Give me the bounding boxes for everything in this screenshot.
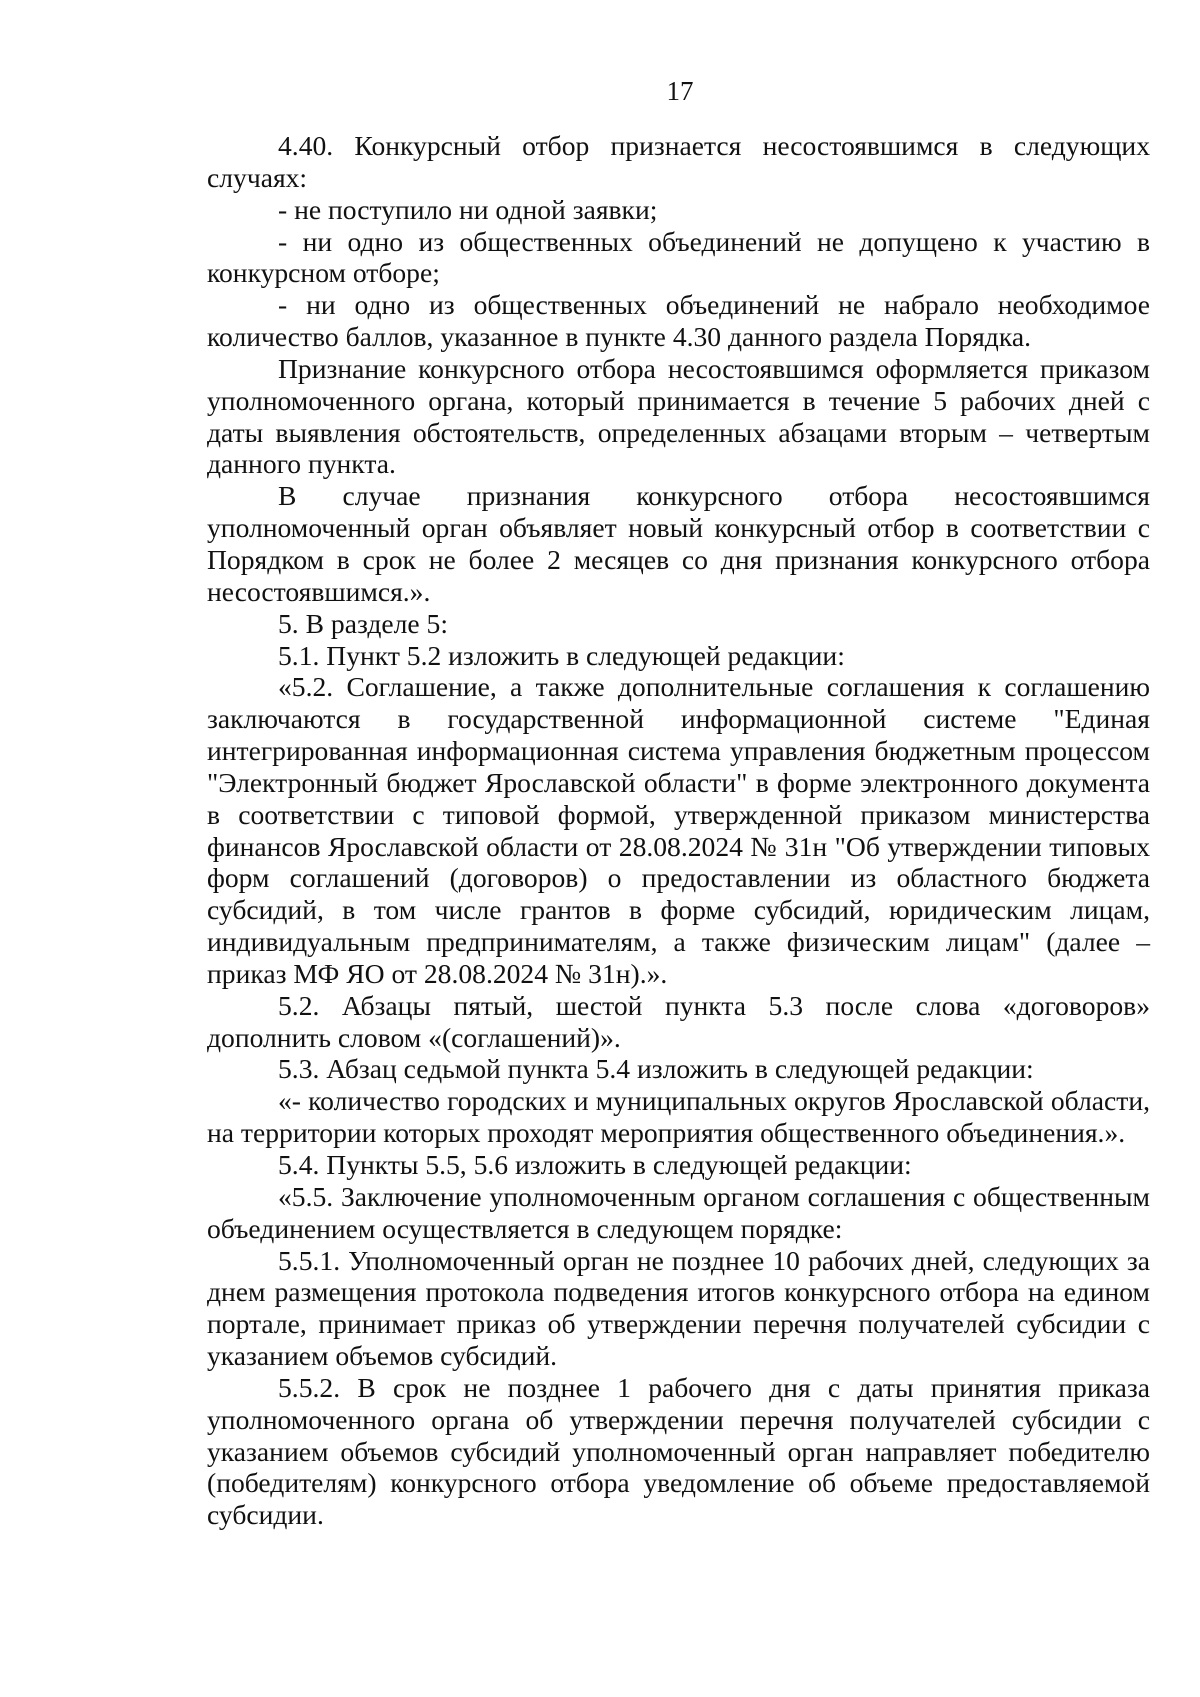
paragraph-5-5: «5.5. Заключение уполномоченным органом соглашения с общественным объединением осуществляется в следующем порядке: <box>207 1180 1150 1244</box>
paragraph-5-3-quote: «- количество городских и муниципальных округов Ярославской области, на территории которых проходят мероприятия общественного объединения.». <box>207 1085 1150 1149</box>
page-number: 17 <box>666 76 694 106</box>
paragraph-5-3: 5.3. Абзац седьмой пункта 5.4 изложить в следующей редакции: <box>278 1053 1034 1085</box>
paragraph-recognition-order: Признание конкурсного отбора несостоявшимся оформляется приказом уполномоченного органа, который принимается в течение 5 рабочих дней с даты выявления обстоятельств, определенных абзацами вторым – четвертым данного пункта. <box>207 352 1150 480</box>
paragraph-5-5-2: 5.5.2. В срок не позднее 1 рабочего дня с даты принятия приказа уполномоченного органа об утверждении перечня получателей субсидии с указанием объемов субсидий уполномоченный орган направляет победителю (победителям) конкурсного отбора уведомление об объеме предоставляемой субсидии. <box>207 1371 1150 1531</box>
paragraph-4-40: 4.40. Конкурсный отбор признается несостоявшимся в следующих случаях: <box>207 130 1150 193</box>
paragraph-5-5-1: 5.5.1. Уполномоченный орган не позднее 10 рабочих дней, следующих за днем размещения протокола подведения итогов конкурсного отбора на едином портале, принимает приказ об утверждении перечня получателей субсидии с указанием объемов субсидий. <box>207 1244 1150 1372</box>
list-item-insufficient-points: - ни одно из общественных объединений не набрало необходимое количество баллов, указанное в пункте 4.30 данного раздела Порядка. <box>207 289 1150 353</box>
paragraph-5-4: 5.4. Пункты 5.5, 5.6 изложить в следующей редакции: <box>278 1149 912 1180</box>
paragraph-5-1: 5.1. Пункт 5.2 изложить в следующей редакции: <box>278 639 845 671</box>
paragraph-5-2-quote: «5.2. Соглашение, а также дополнительные соглашения к соглашению заключаются в государственной информационной системе "Единая интегрированная информационная система управления бюджетным процессом "Электронный бюджет Ярославской области" в форме электронного документа в соответствии с типовой формой, утвержденной приказом министерства финансов Ярославской области от 28.08.2024 № 31н "Об утверждении типовых форм соглашений (договоров) о предоставлении из областного бюджета субсидий, в том числе грантов в форме субсидий, юридическим лицам, индивидуальным предпринимателям, а также физическим лицам" (далее – приказ МФ ЯО от 28.08.2024 № 31н).». <box>207 671 1150 989</box>
list-item-none-admitted: - ни одно из общественных объединений не допущено к участию в конкурсном отборе; <box>207 225 1150 289</box>
document-body <box>207 130 1150 1531</box>
list-item-no-applications: - не поступило ни одной заявки; <box>278 193 658 225</box>
paragraph-5-2: 5.2. Абзацы пятый, шестой пункта 5.3 после слова «договоров» дополнить словом «(соглашений)». <box>207 989 1150 1053</box>
paragraph-section-5: 5. В разделе 5: <box>278 607 449 639</box>
paragraph-new-selection: В случае признания конкурсного отбора несостоявшимся уполномоченный орган объявляет новый конкурсный отбор в соответствии с Порядком в срок не более 2 месяцев со дня признания конкурсного отбора несостоявшимся.». <box>207 480 1150 607</box>
